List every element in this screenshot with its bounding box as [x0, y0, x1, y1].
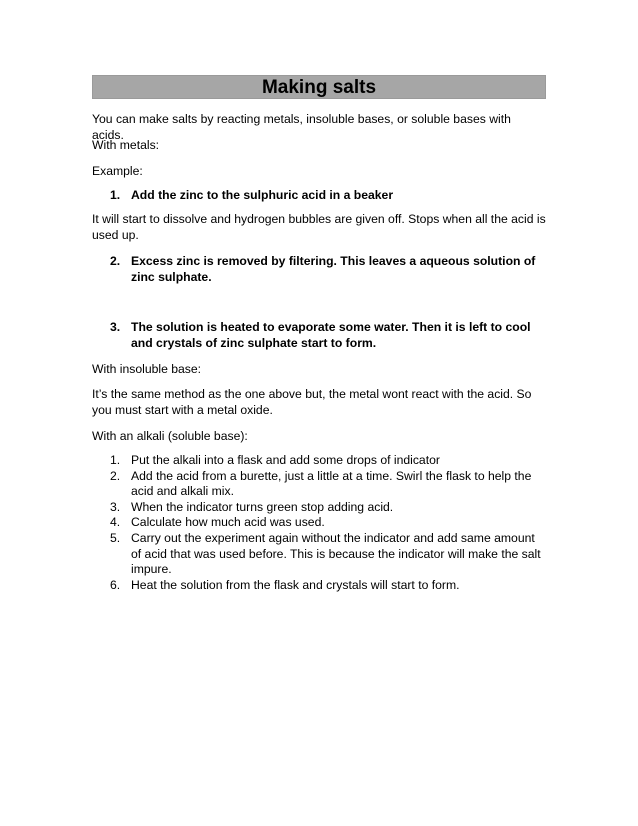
list-item-text: Heat the solution from the flask and crystals will start to form.: [131, 577, 460, 592]
list-item: [110, 531, 546, 578]
list-item: [110, 500, 546, 516]
alkali-steps-list: [110, 453, 546, 593]
insoluble-base-heading: With insoluble base:: [92, 362, 202, 376]
insoluble-base-paragraph: It’s the same method as the one above but, the metal wont react with the acid. So you must start with a metal oxide.: [92, 387, 532, 417]
list-item-number: 3.: [110, 320, 121, 334]
list-item-text: Carry out the experiment again without the indicator and add same amount of acid that was used before. This is because the indicator will make the salt impure.: [131, 530, 541, 577]
list-item-number: 2.: [110, 254, 121, 268]
list-item: [110, 453, 546, 469]
list-item-text: Add the acid from a burette, just a little at a time. Swirl the flask to help the acid and alkali mix.: [131, 468, 532, 499]
intro-paragraph: You can make salts by reacting metals, insoluble bases, or soluble bases with acids.: [92, 112, 511, 142]
list-item-number: 1.: [110, 188, 121, 202]
list-item: [110, 578, 546, 594]
list-item-number: 2.: [110, 468, 121, 483]
list-item-number: 5.: [110, 530, 121, 545]
list-item-text: Add the zinc to the sulphuric acid in a beaker: [131, 188, 394, 202]
title-bar: [92, 75, 546, 99]
list-item-number: 3.: [110, 499, 121, 514]
list-item: [110, 469, 546, 500]
list-item-number: 4.: [110, 515, 121, 530]
list-item-number: 6.: [110, 577, 121, 592]
page-title: Making salts: [261, 77, 377, 98]
alkali-heading: With an alkali (soluble base):: [92, 429, 248, 443]
document-page: [92, 75, 546, 592]
list-item-text: Calculate how much acid was used.: [131, 515, 325, 530]
step1-note-paragraph: It will start to dissolve and hydrogen bubbles are given off. Stops when all the acid is used up.: [92, 212, 546, 242]
list-item-text: When the indicator turns green stop adding acid.: [131, 499, 394, 514]
example-label: Example:: [92, 164, 143, 178]
list-item-text: The solution is heated to evaporate some water. Then it is left to cool and crystals of zinc sulphate start to form.: [131, 320, 531, 350]
list-item-number: 1.: [110, 453, 121, 467]
list-item-text: Excess zinc is removed by filtering. This leaves a aqueous solution of zinc sulphate.: [131, 254, 536, 284]
with-metals-heading: With metals:: [92, 138, 160, 152]
list-item: [110, 515, 546, 531]
list-item-text: Put the alkali into a flask and add some drops of indicator: [131, 453, 440, 467]
